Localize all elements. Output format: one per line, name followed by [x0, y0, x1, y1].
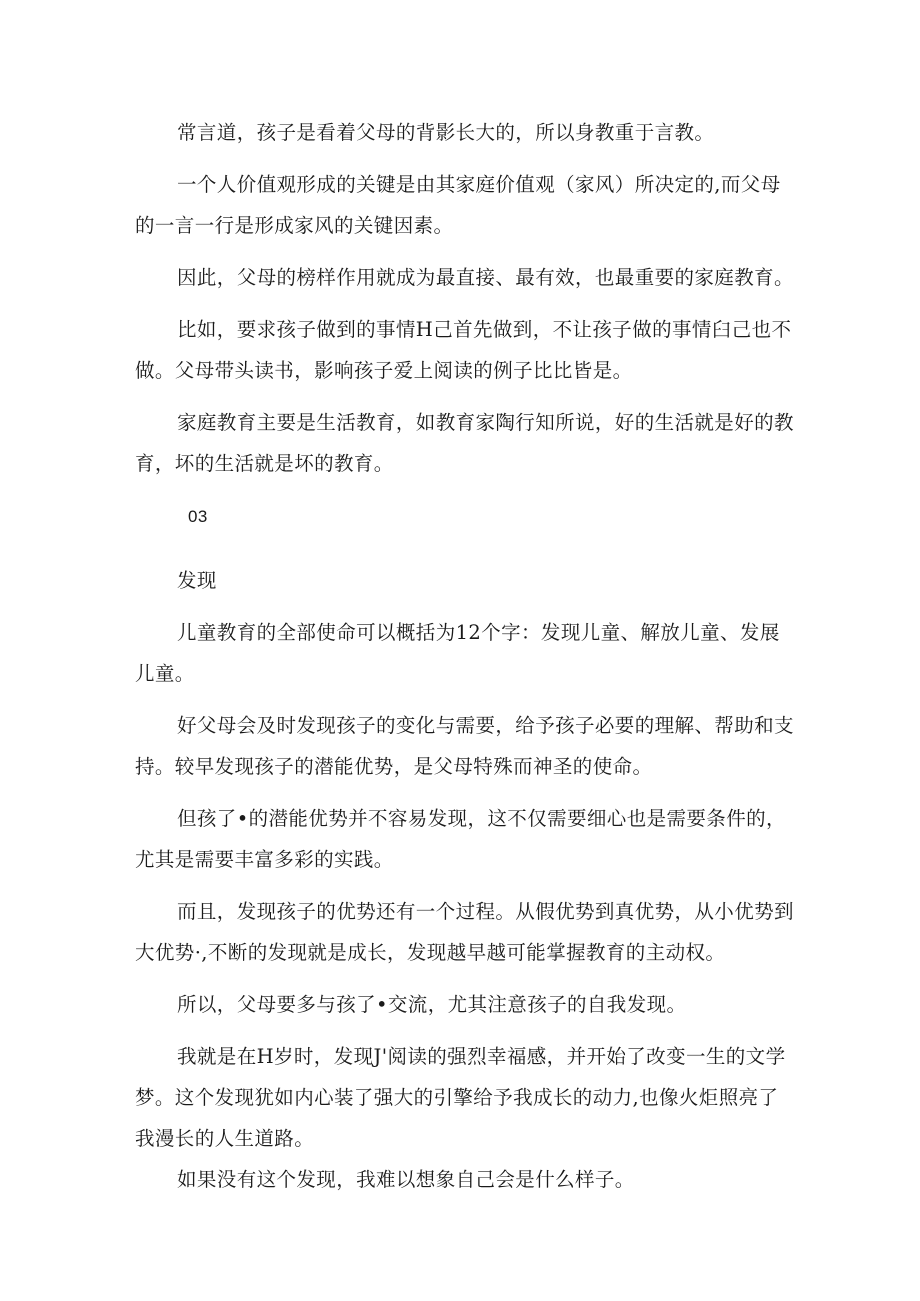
paragraph: 一个人价值观形成的关键是由其家庭价值观（家风）所决定的,而父母的一言一行是形成家风的关键因素。	[135, 173, 781, 237]
paragraph: 而且，发现孩子的优势还有一个过程。从假优势到真优势，从小优势到大优势·,不断的发现就是成长，发现越早越可能掌握教育的主动权。	[135, 900, 794, 964]
document-body	[135, 112, 795, 1211]
paragraph: 如果没有这个发现，我难以想象自己会是什么样子。	[177, 1168, 635, 1191]
section-title: 发现	[177, 569, 217, 592]
paragraph: 但孩了•的潜能优势并不容易发现，这不仅需要细心也是需要条件的，尤其是需要丰富多彩的实践。	[135, 807, 786, 871]
paragraph: 常言道，孩子是看着父母的背影长大的，所以身教重于言教。	[177, 121, 715, 144]
paragraph: 家庭教育主要是生活教育，如教育家陶行知所说，好的生活就是好的教育，坏的生活就是坏的教育。	[135, 411, 794, 475]
paragraph: 好父母会及时发现孩子的变化与需要，给予孩子必要的理解、帮助和支持。较早发现孩子的潜能优势，是父母特殊而神圣的使命。	[135, 714, 794, 778]
paragraph: 因此，父母的榜样作用就成为最直接、最有效，也最重要的家庭教育。	[177, 266, 794, 289]
paragraph: 所以，父母要多与孩了•交流，尤其注意孩子的自我发现。	[177, 993, 687, 1016]
paragraph: 我就是在H岁时，发现J'阅读的强烈幸福感，并开始了改变一生的文学梦。这个发现犹如内心装了强大的引擎给予我成长的动力,也像火炬照亮了我漫长的人生道路。	[135, 1045, 786, 1150]
paragraph: 比如，要求孩子做到的事情H己首先做到，不让孩子做的事情臼己也不做。父母带头读书，影响孩子爱上阅读的例子比比皆是。	[135, 318, 792, 382]
section-number: 03	[188, 507, 208, 526]
paragraph: 儿童教育的全部使命可以概括为12个字：发现儿童、解放儿童、发展儿童。	[135, 621, 780, 685]
